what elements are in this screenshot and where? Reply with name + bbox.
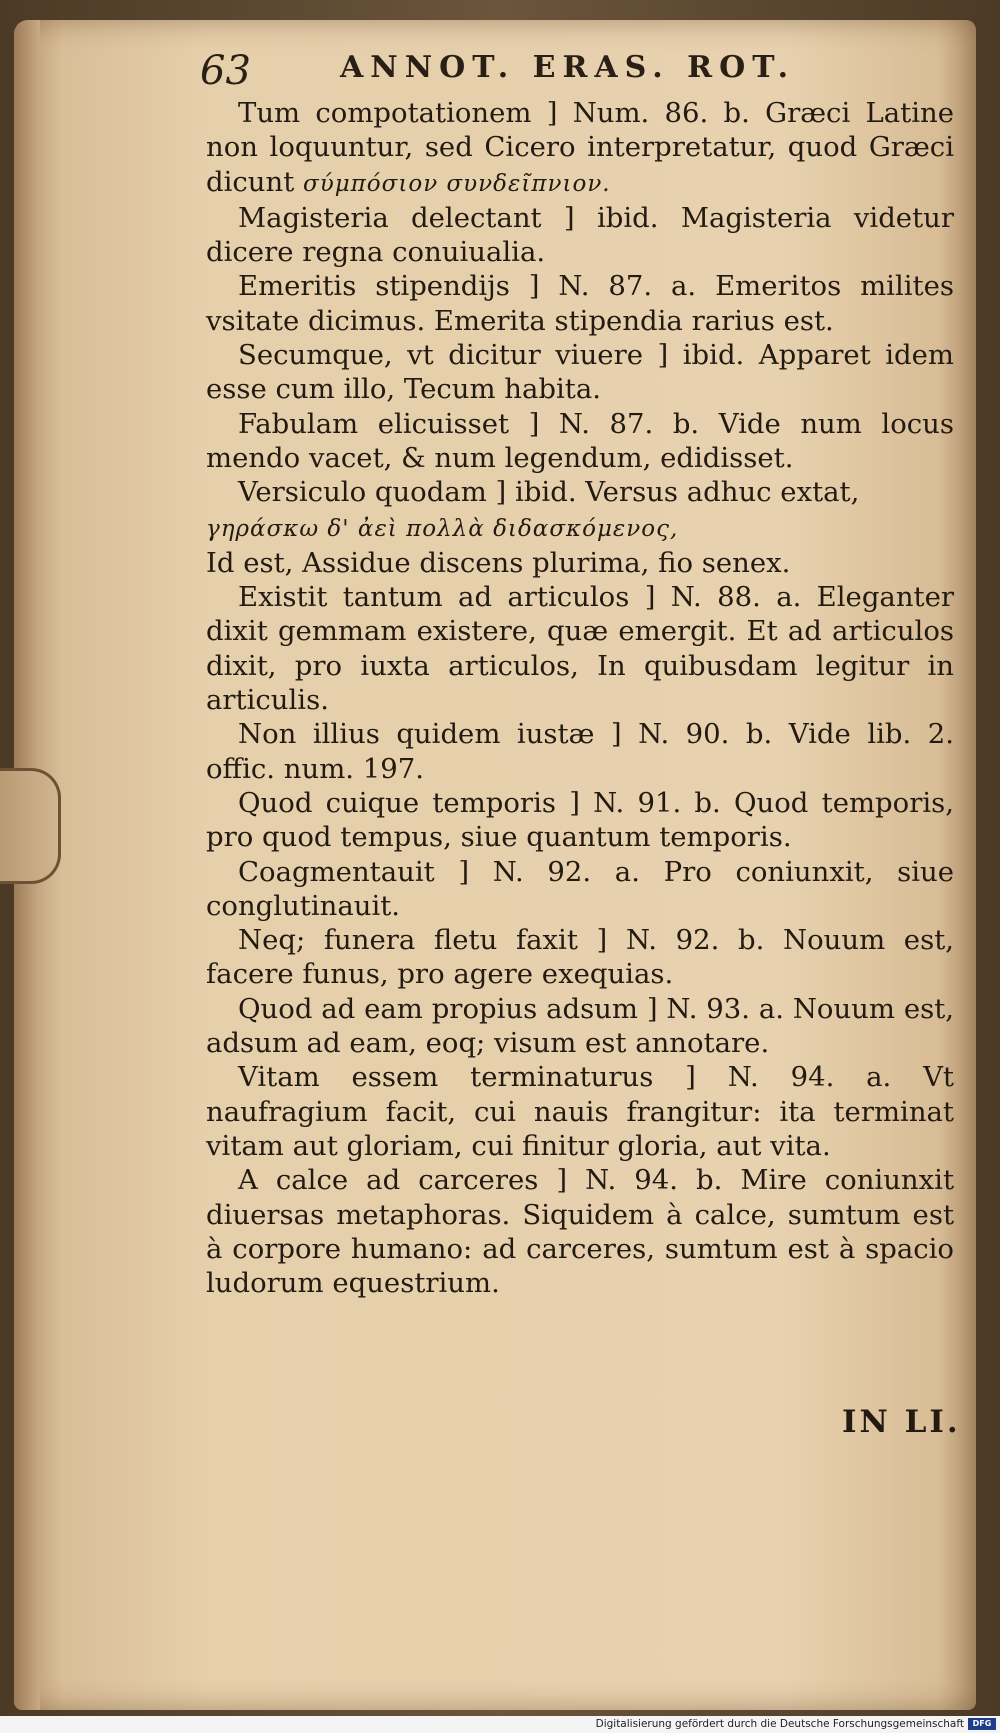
entry-text: Non illius quidem iustæ ] N. 90. b. Vide lib. 2. offic. num. 197. bbox=[206, 718, 954, 785]
annotation-entry bbox=[206, 201, 954, 270]
entry-text: A calce ad carceres ] N. 94. b. Mire coniunxit diuersas metaphoras. Siquidem à calce, sumtum est à corpore humano: ad carceres, sumtum est à spacio ludorum equestrium. bbox=[206, 1164, 954, 1300]
annotation-entry bbox=[206, 992, 954, 1061]
entry-text: Quod ad eam propius adsum ] N. 93. a. Nouum est, adsum ad eam, eoq; visum est annotare. bbox=[206, 992, 954, 1060]
dfg-logo: DFG bbox=[968, 1718, 996, 1730]
annotation-entry bbox=[206, 1060, 954, 1163]
greek-phrase: σύμπόσιον συνδεῖπνιον. bbox=[303, 170, 611, 197]
entry-text: Id est, Assidue discens plurima, fio senex. bbox=[206, 546, 791, 579]
entry-text: Neq; funera fletu faxit ] N. 92. b. Nouum est, facere funus, pro agere exequias. bbox=[206, 924, 954, 991]
entry-text: Fabulam elicuisset ] N. 87. b. Vide num locus mendo vacet, & num legendum, edidisset. bbox=[206, 407, 954, 474]
annotation-text bbox=[206, 96, 954, 1300]
annotation-entry bbox=[206, 580, 954, 717]
footer-credit: Digitalisierung gefördert durch die Deutsche Forschungsgemeinschaft bbox=[595, 1718, 964, 1730]
annotation-entry bbox=[206, 717, 954, 786]
annotation-entry bbox=[206, 407, 954, 476]
annotation-entry bbox=[206, 96, 954, 201]
running-title: ANNOT. ERAS. ROT. bbox=[340, 50, 796, 85]
entry-text: Quod cuique temporis ] N. 91. b. Quod temporis, pro quod tempus, siue quantum temporis. bbox=[206, 786, 954, 854]
entry-text: Tum compotationem ] Num. 86. b. Græci Latine non loquuntur, sed Cicero interpretatur, quod Græci dicunt bbox=[206, 97, 954, 198]
entry-text: Secumque, vt dicitur viuere ] ibid. Apparet idem esse cum illo, Tecum habita. bbox=[206, 339, 954, 406]
annotation-entry bbox=[206, 1163, 954, 1300]
entry-text: Vitam essem terminaturus ] N. 94. a. Vt naufragium facit, cui nauis frangitur: ita terminat vitam aut gloriam, cui finitur gloria, aut vita. bbox=[206, 1061, 954, 1162]
annotation-entry bbox=[206, 923, 954, 992]
page-number: 63 bbox=[200, 48, 251, 94]
annotation-entry bbox=[206, 269, 954, 338]
entry-text: Magisteria delectant ] ibid. Magisteria videtur dicere regna conuiualia. bbox=[206, 201, 954, 269]
annotation-entry bbox=[206, 855, 954, 924]
catchword: IN LI. bbox=[842, 1404, 961, 1440]
annotation-entry bbox=[206, 475, 954, 546]
annotation-entry bbox=[206, 546, 954, 580]
annotation-entry bbox=[206, 786, 954, 855]
annotation-entry bbox=[206, 338, 954, 407]
entry-text: Coagmentauit ] N. 92. a. Pro coniunxit, siue conglutinauit. bbox=[206, 855, 954, 922]
book-clasp bbox=[0, 768, 61, 884]
entry-text: Existit tantum ad articulos ] N. 88. a. Eleganter dixit gemmam existere, quæ emergit. Et ad articulos dixit, pro iuxta articulos, In quibusdam legitur in articulis. bbox=[206, 581, 954, 717]
greek-verse: γηράσκω δ' ἀεὶ πολλὰ διδασκόμενος, bbox=[206, 515, 679, 542]
entry-text: Emeritis stipendijs ] N. 87. a. Emeritos milites vsitate dicimus. Emerita stipendia rarius est. bbox=[206, 270, 954, 337]
entry-text: Versiculo quodam ] ibid. Versus adhuc extat, bbox=[238, 476, 860, 509]
